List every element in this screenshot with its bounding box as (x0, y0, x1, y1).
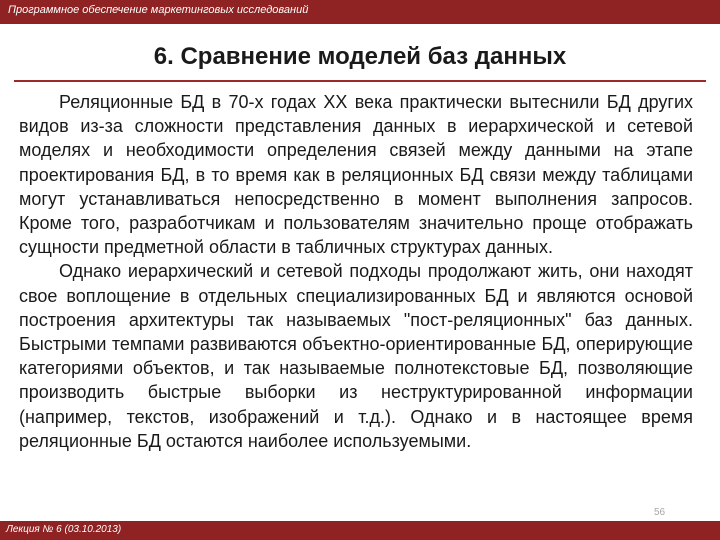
body-paragraph: Однако иерархический и сетевой подходы продолжают жить, они находят свое воплощение в отдельных специализированных БД и являются основой построения архитектуры так называемых "пост-реляционных" баз данных. Быстрыми темпами развиваются объектно-ориентированные БД, оперирующие категориями объектов, и так называемые полнотекстовые БД, позволяющие производить быстрые выборки из неструктурированной информации (например, текстов, изображений и т.д.). Однако и в настоящее время реляционные БД остаются наиболее используемыми. (19, 261, 693, 451)
page-number: 56 (654, 507, 666, 518)
header-bar (0, 0, 720, 24)
course-title: Программное обеспечение маркетинговых исследований (8, 4, 309, 16)
title-divider (14, 80, 706, 82)
slide-body (19, 90, 693, 453)
slide-title: 6. Сравнение моделей баз данных (153, 43, 567, 70)
lecture-label: Лекция № 6 (03.10.2013) (6, 524, 122, 535)
footer-bar (0, 521, 720, 540)
body-paragraph: Реляционные БД в 70-х годах XX века практически вытеснили БД других видов из-за сложности представления данных в иерархической и сетевой моделях и необходимости определения связей между данными на этапе проектирования БД, в то время как в реляционных БД связи между таблицами могут устанавливаться непосредственно в момент выполнения запросов. Кроме того, разработчикам и пользователям значительно проще отображать сущности предметной области в табличных структурах данных. (19, 92, 693, 258)
